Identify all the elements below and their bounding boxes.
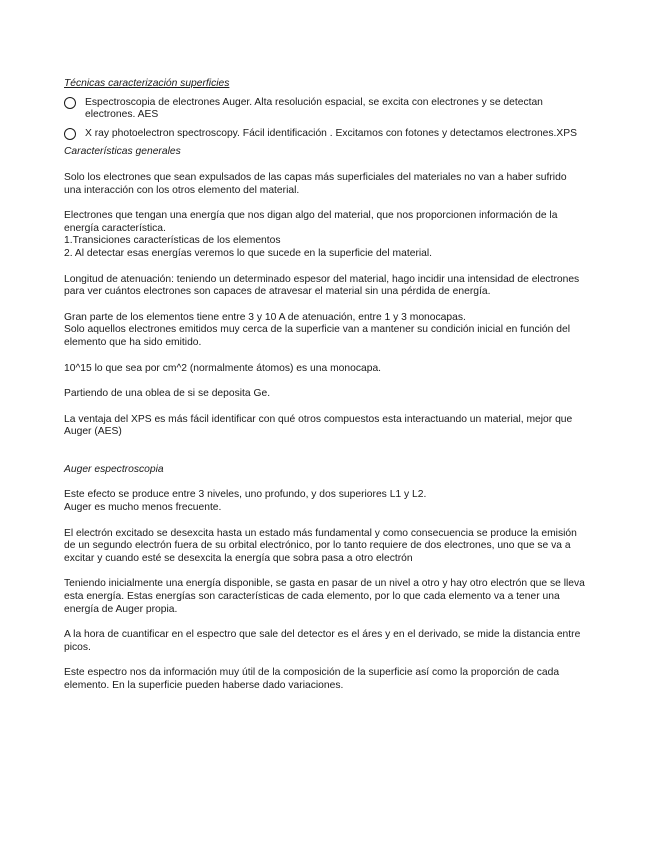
paragraph: Auger es mucho menos frecuente. [64,502,222,514]
paragraph: Este espectro nos da información muy útil de la composición de la superficie así como la proporción de cada elemento. En la superficie pueden haberse dado variaciones. [64,667,560,691]
section-title-tecnicas: Técnicas caracterización superficies [64,78,230,89]
list-item [64,97,586,122]
paragraph: Gran parte de los elementos tiene entre 3 y 10 A de atenuación, entre 1 y 3 monocapas. [64,311,466,323]
paragraph: A la hora de cuantificar en el espectro que sale del detector es el áres y en el derivado, se mide la distancia entre picos. [64,629,581,653]
paragraph: Teniendo inicialmente una energía disponible, se gasta en pasar de un nivel a otro y hay otro electrón que se lleva esta energía. Estas energías son características de cada elemento, por lo que cada elemento va a tener una energía de Auger propia. [64,578,585,615]
document-page [64,78,586,693]
paragraph: Partiendo de una oblea de si se deposita Ge. [64,388,271,400]
section-title-caracteristicas: Características generales [64,146,181,158]
paragraph: Este efecto se produce entre 3 niveles, uno profundo, y dos superiores L1 y L2. [64,489,427,501]
paragraph: Longitud de atenuación: teniendo un determinado espesor del material, hago incidir una intensidad de electrones para ver cuántos electrones son capaces de atravesar el material sin una pérdida de energía. [64,273,580,298]
paragraph: 10^15 lo que sea por cm^2 (normalmente átomos) es una monocapa. [64,362,382,374]
list-item-text: X ray photoelectron spectroscopy. Fácil identificación . Excitamos con fotones y detectamos electrones.XPS [85,127,578,139]
circle-bullet-icon [64,128,76,140]
paragraph: El electrón excitado se desexcita hasta un estado más fundamental y como consecuencia se produce la emisión de un segundo electrón fuera de su orbital electrónico, por lo tanto requiere de dos electrones, uno que se va a excitar y cuando esté se desexcita la energía que sobra pasa a otro electrón [64,527,577,564]
paragraph: Solo los electrones que sean expulsados de las capas más superficiales del materiales no van a haber sufrido una interacción con los otros elemento del material. [64,171,567,196]
paragraph: La ventaja del XPS es más fácil identificar con qué otros compuestos esta interactuando un material, mejor que Auger (AES) [64,413,573,438]
section-title-auger: Auger espectroscopia [64,463,164,475]
circle-bullet-icon [64,97,76,109]
paragraph: 1.Transiciones características de los elementos [64,235,281,247]
technique-list [64,97,586,141]
paragraph: Solo aquellos electrones emitidos muy cerca de la superficie van a mantener su condición inicial en función del elemento que ha sido emitido. [64,324,570,348]
paragraph: Electrones que tengan una energía que nos digan algo del material, que nos proporcionen información de la energía característica. [64,210,558,234]
list-item [64,128,586,141]
paragraph: 2. Al detectar esas energías veremos lo que sucede en la superficie del material. [64,247,433,259]
list-item-text: Espectroscopia de electrones Auger. Alta resolución espacial, se excita con electrones y se detectan electrones. AES [85,96,543,121]
